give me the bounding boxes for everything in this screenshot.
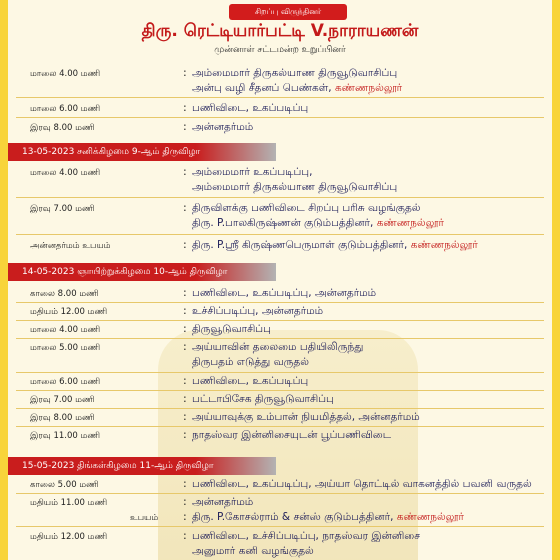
day-header-15: 15-05-2023 திங்கள்கிழமை 11-ஆம் திருவிழா: [8, 457, 276, 475]
divider: [16, 493, 544, 494]
colon: :: [183, 322, 187, 335]
description: அன்னதர்மம்: [192, 496, 254, 508]
time-label: மதியம் 11.00 மணி: [30, 498, 108, 508]
schedule-panel: [8, 0, 552, 560]
divider: [16, 372, 544, 373]
colon: :: [183, 529, 187, 542]
time-label: இரவு 11.00 மணி: [30, 431, 101, 441]
time-label: காலை 5.00 மணி: [30, 480, 99, 490]
colon: :: [183, 340, 187, 353]
colon: :: [183, 374, 187, 387]
time-label: மாலை 4.00 மணி: [30, 69, 101, 79]
divider: [16, 302, 544, 303]
description: பட்டாபிசேக திருவூடுவாசிப்பு: [192, 393, 334, 405]
guest-subtitle: முன்னாள் சட்டமன்ற உறுப்பினர்: [214, 45, 346, 55]
description: பணிவிடை, உச்சிப்படிப்பு, நாதஸ்வர இன்னிசை அனுமார் கனி வழங்குதல்: [192, 530, 421, 557]
sponsor-label: உபயம்: [130, 513, 159, 523]
time-label: மதியம் 12.00 மணி: [30, 532, 108, 542]
time-label: அன்னதர்மம் உபயம்: [30, 241, 111, 251]
divider: [16, 338, 544, 339]
colon: :: [183, 101, 187, 114]
description: அய்யாவுக்கு உம்பான் நியமித்தல், அன்னதர்மம்: [192, 411, 420, 423]
colon: :: [183, 66, 187, 79]
time-label: இரவு 8.00 மணி: [30, 123, 95, 133]
colon: :: [183, 165, 187, 178]
divider: [16, 117, 544, 118]
divider: [16, 320, 544, 321]
divider: [16, 526, 544, 527]
colon: :: [183, 392, 187, 405]
description: திருவூடுவாசிப்பு: [192, 323, 271, 335]
description: அம்மைமார் உகப்படிப்பு, அம்மைமார் திருகல்யாண திருவூடுவாசிப்பு: [192, 166, 398, 193]
colon: :: [183, 238, 187, 251]
guest-pill: சிறப்பு விருந்தினர்: [229, 4, 347, 20]
description: அன்னதர்மம்: [192, 121, 254, 133]
description: பணிவிடை, உகப்படிப்பு: [192, 375, 309, 387]
colon: :: [183, 477, 187, 490]
colon: :: [183, 286, 187, 299]
time-label: இரவு 7.00 மணி: [30, 204, 95, 214]
divider: [16, 408, 544, 409]
day-header-14: 14-05-2023 ஞாயிற்றுக்கிழமை 10-ஆம் திருவிழா: [8, 263, 276, 281]
description: திருவிளக்கு பணிவிடை சிறப்பு பரிசு வழங்குதல் திரு. P.பாலகிருஷ்ணன் குடும்பத்தினர், கண்ணநல்லூர்: [192, 202, 444, 229]
time-label: மாலை 6.00 மணி: [30, 377, 101, 387]
description: அய்யாவின் தலைமை பதியிலிருந்து திருபதம் எடுத்து வருதல்: [192, 341, 364, 368]
colon: :: [183, 510, 187, 523]
description: திரு. P.ஸ்ரீ கிருஷ்ணபெருமாள் குடும்பத்தினர், கண்ணநல்லூர்: [192, 239, 478, 251]
divider: [16, 97, 544, 98]
divider: [16, 390, 544, 391]
colon: :: [183, 120, 187, 133]
description: பணிவிடை, உகப்படிப்பு: [192, 102, 309, 114]
time-label: இரவு 7.00 மணி: [30, 395, 95, 405]
time-label: மாலை 5.00 மணி: [30, 343, 101, 353]
divider: [16, 234, 544, 235]
description: திரு. P.கோசல்ராம் & சன்ஸ் குடும்பத்தினர், கண்ணநல்லூர்: [192, 511, 464, 523]
colon: :: [183, 201, 187, 214]
time-label: மாலை 6.00 மணி: [30, 104, 101, 114]
colon: :: [183, 428, 187, 441]
divider: [16, 426, 544, 427]
colon: :: [183, 495, 187, 508]
time-label: காலை 8.00 மணி: [30, 289, 99, 299]
divider: [16, 197, 544, 198]
time-label: மதியம் 12.00 மணி: [30, 307, 108, 317]
day-header-13: 13-05-2023 சனிக்கிழமை 9-ஆம் திருவிழா: [8, 143, 276, 161]
description: பணிவிடை, உகப்படிப்பு, அன்னதர்மம்: [192, 287, 377, 299]
colon: :: [183, 410, 187, 423]
description: நாதஸ்வர இன்னிசையுடன் பூப்பணிவிடை: [192, 429, 392, 441]
time-label: மாலை 4.00 மணி: [30, 325, 101, 335]
description: அம்மைமார் திருகல்யாண திருவூடுவாசிப்பு அன்பு வழி சீதனப் பெண்கள், கண்ணநல்லூர்: [192, 67, 403, 94]
description: பணிவிடை, உகப்படிப்பு, அய்யா தொட்டில் வாகனத்தில் பவனி வருதல்: [192, 478, 532, 490]
colon: :: [183, 304, 187, 317]
guest-name: திரு. ரெட்டியார்பட்டி V.நாராயணன்: [141, 21, 419, 41]
time-label: இரவு 8.00 மணி: [30, 413, 95, 423]
description: உச்சிப்படிப்பு, அன்னதர்மம்: [192, 305, 324, 317]
time-label: மாலை 4.00 மணி: [30, 168, 101, 178]
